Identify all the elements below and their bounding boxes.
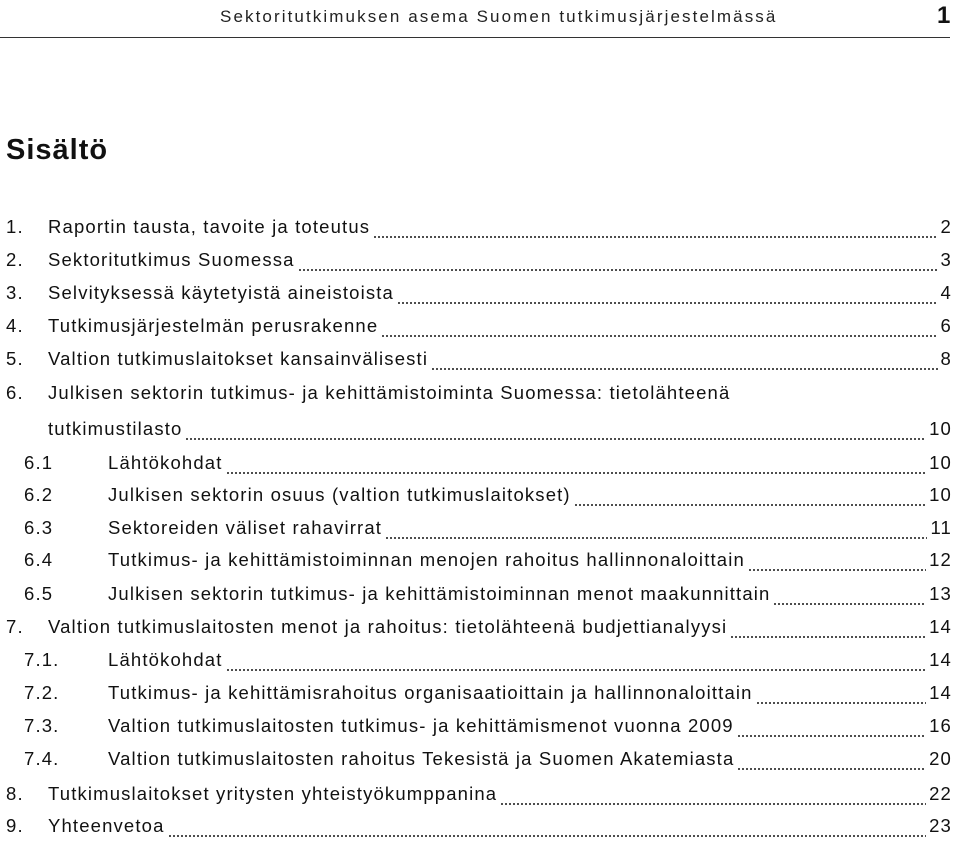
toc-entry[interactable] <box>6 382 952 410</box>
toc-entry-page: 14 <box>929 682 952 703</box>
toc-entry-number: 6.4 <box>24 549 54 570</box>
dot-leader <box>381 335 937 337</box>
toc-entry[interactable] <box>24 583 952 611</box>
toc-entry-number: 6.3 <box>24 517 54 538</box>
dot-leader <box>298 269 938 271</box>
toc-entry-number: 1. <box>6 216 24 237</box>
toc-entry-page: 22 <box>929 783 952 804</box>
toc-entry[interactable] <box>24 715 952 743</box>
toc-entry-title: Valtion tutkimuslaitosten menot ja rahoitus: tietolähteenä budjettianalyysi <box>48 616 728 637</box>
toc-entry-page: 3 <box>940 249 952 270</box>
toc-entry-title: Tutkimus- ja kehittämistoiminnan menojen rahoitus hallinnonaloittain <box>108 549 745 570</box>
toc-entry-number: 5. <box>6 348 24 369</box>
dot-leader <box>737 768 926 770</box>
toc-entry[interactable] <box>6 315 952 343</box>
toc-heading: Sisältö <box>6 134 109 166</box>
toc-entry-number: 6.2 <box>24 484 54 505</box>
toc-entry-page: 10 <box>929 484 952 505</box>
toc-entry[interactable] <box>6 616 952 644</box>
dot-leader <box>773 603 926 605</box>
toc-entry-title: Julkisen sektorin osuus (valtion tutkimuslaitokset) <box>108 484 571 505</box>
toc-entry[interactable] <box>6 216 952 244</box>
dot-leader <box>385 537 927 539</box>
dot-leader <box>397 302 938 304</box>
toc-entry-title: Julkisen sektorin tutkimus- ja kehittämistoiminta Suomessa: tietolähteenä <box>48 382 731 403</box>
toc-entry-page: 20 <box>929 748 952 769</box>
toc-entry-page: 4 <box>940 282 952 303</box>
toc-entry-title: Sektoritutkimus Suomessa <box>48 249 295 270</box>
toc-entry-number: 6. <box>6 382 24 403</box>
toc-entry-page: 14 <box>929 616 952 637</box>
toc-entry-page: 6 <box>940 315 952 336</box>
page-number: 1 <box>937 2 951 29</box>
toc-entry[interactable] <box>24 484 952 512</box>
toc-entry-title: Valtion tutkimuslaitosten tutkimus- ja kehittämismenot vuonna 2009 <box>108 715 734 736</box>
dot-leader <box>185 438 926 440</box>
toc-entry[interactable] <box>6 348 952 376</box>
toc-entry-number: 7.3. <box>24 715 60 736</box>
toc-entry-title: Sektoreiden väliset rahavirrat <box>108 517 383 538</box>
toc-entry-page: 12 <box>929 549 952 570</box>
toc-entry[interactable] <box>24 748 952 776</box>
dot-leader <box>737 735 926 737</box>
toc-entry[interactable] <box>6 282 952 310</box>
toc-entry-title: Tutkimus- ja kehittämisrahoitus organisaatioittain ja hallinnonaloittain <box>108 682 753 703</box>
dot-leader <box>730 636 926 638</box>
toc-entry-title: Julkisen sektorin tutkimus- ja kehittämistoiminnan menot maakunnittain <box>108 583 771 604</box>
toc-entry[interactable] <box>24 418 952 446</box>
toc-entry-page: 23 <box>929 815 952 836</box>
toc-entry[interactable] <box>24 649 952 677</box>
toc-entry-title: Valtion tutkimuslaitosten rahoitus Tekesistä ja Suomen Akatemiasta <box>108 748 735 769</box>
toc-entry-page: 14 <box>929 649 952 670</box>
toc-entry-title: Valtion tutkimuslaitokset kansainvälisesti <box>48 348 429 369</box>
toc-entry-page: 8 <box>940 348 952 369</box>
toc-entry-number: 7. <box>6 616 24 637</box>
toc-entry[interactable] <box>24 549 952 577</box>
toc-entry[interactable] <box>6 249 952 277</box>
toc-entry-number: 7.4. <box>24 748 60 769</box>
toc-entry-title: Selvityksessä käytetyistä aineistoista <box>48 282 394 303</box>
dot-leader <box>756 702 927 704</box>
toc-entry-title: tutkimustilasto <box>48 418 183 439</box>
toc-entry-number: 4. <box>6 315 24 336</box>
toc-entry[interactable] <box>24 452 952 480</box>
toc-entry[interactable] <box>24 682 952 710</box>
toc-entry-page: 10 <box>929 452 952 473</box>
running-title: Sektoritutkimuksen asema Suomen tutkimusjärjestelmässä <box>220 7 778 26</box>
dot-leader <box>748 569 926 571</box>
toc-entry-title: Tutkimusjärjestelmän perusrakenne <box>48 315 379 336</box>
toc-entry-title: Raportin tausta, tavoite ja toteutus <box>48 216 371 237</box>
dot-leader <box>373 236 937 238</box>
dot-leader <box>574 504 926 506</box>
dot-leader <box>431 368 937 370</box>
dot-leader <box>226 472 927 474</box>
toc-entry[interactable] <box>6 815 952 843</box>
toc-entry-number: 7.1. <box>24 649 60 670</box>
toc-entry-number: 8. <box>6 783 24 804</box>
toc-entry[interactable] <box>6 783 952 811</box>
dot-leader <box>500 803 926 805</box>
toc-entry-title: Lähtökohdat <box>108 649 223 670</box>
toc-entry-title: Yhteenvetoa <box>48 815 165 836</box>
dot-leader <box>226 669 927 671</box>
toc-entry-number: 3. <box>6 282 24 303</box>
toc-entry-number: 6.1 <box>24 452 54 473</box>
toc-entry-page: 11 <box>930 517 952 538</box>
toc-entry-title: Tutkimuslaitokset yritysten yhteistyökumppanina <box>48 783 498 804</box>
toc-entry-number: 6.5 <box>24 583 54 604</box>
toc-entry-page: 10 <box>929 418 952 439</box>
toc-entry-number: 2. <box>6 249 24 270</box>
toc-entry-number: 9. <box>6 815 24 836</box>
toc-entry-page: 13 <box>929 583 952 604</box>
toc-entry-number: 7.2. <box>24 682 60 703</box>
toc-entry-page: 2 <box>940 216 952 237</box>
toc-entry-page: 16 <box>929 715 952 736</box>
toc-entry-title: Lähtökohdat <box>108 452 223 473</box>
toc-entry[interactable] <box>24 517 952 545</box>
